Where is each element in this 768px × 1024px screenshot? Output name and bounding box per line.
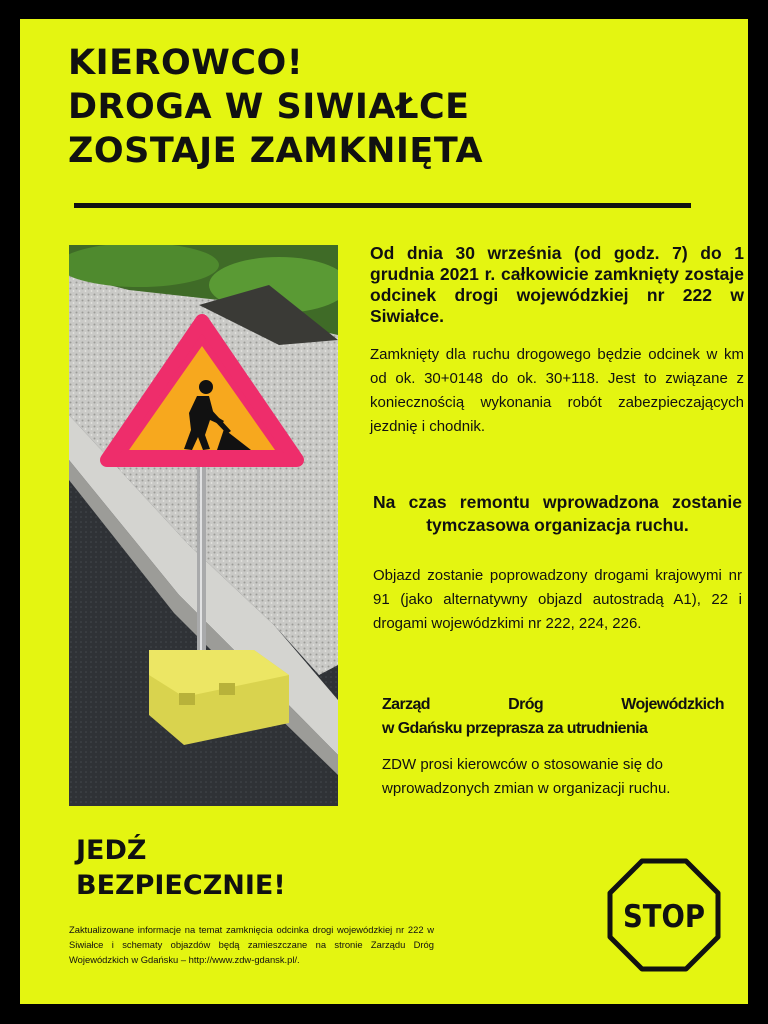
headline-line-1: KIEROWCO! <box>68 43 304 83</box>
stop-sign-label: STOP <box>623 899 705 935</box>
headline <box>68 41 708 173</box>
drive-safely-slogan <box>76 833 286 903</box>
closure-details: Zamknięty dla ruchu drogowego będzie odcinek w km od ok. 30+0148 do ok. 30+118. Jest to związane z koniecznością wykonania robót zabezpieczających jezdnię i chodnik. <box>370 346 744 435</box>
footer-note: Zaktualizowane informacje na temat zamknięcia odcinka drogi wojewódzkiej nr 222 w Siwiałce i schematy objazdów będą zamieszczane na stronie Zarządu Dróg Wojewódzkich w Gdańsku – http://www.zdw-gdansk.pl/. <box>69 924 434 965</box>
headline-line-2: DROGA W SIWIAŁCE <box>68 87 470 127</box>
headline-divider <box>74 203 691 208</box>
drive-safely-line-1: JEDŹ <box>76 835 147 866</box>
apology-word-1: Zarząd <box>382 696 430 713</box>
compliance-request: ZDW prosi kierowców o stosowanie się do wprowadzonych zmian w organizacji ruchu. <box>382 756 671 797</box>
drive-safely-line-2: BEZPIECZNIE! <box>76 870 286 901</box>
traffic-organization-heading: Na czas remontu wprowadzona zostanie tymczasowa organizacja ruchu. <box>373 492 742 535</box>
apology-heading <box>382 693 724 741</box>
headline-line-3: ZOSTAJE ZAMKNIĘTA <box>68 131 484 171</box>
poster <box>20 19 748 1004</box>
apology-word-2: Dróg <box>508 696 544 713</box>
closure-announcement: Od dnia 30 września (od godz. 7) do 1 grudnia 2021 r. całkowicie zamknięty zostaje odcinek drogi wojewódzkiej nr 222 w Siwiałce. <box>370 243 744 326</box>
apology-line-2: w Gdańsku przeprasza za utrudnienia <box>382 720 648 737</box>
detour-details: Objazd zostanie poprowadzony drogami krajowymi nr 91 (jako alternatywny objazd autostradą A1), 22 i drogami wojewódzkimi nr 222, 224, 226. <box>373 567 742 632</box>
roadwork-sign-photo <box>69 245 338 806</box>
apology-word-3: Wojewódzkich <box>621 696 724 713</box>
stop-sign-icon <box>606 857 722 973</box>
